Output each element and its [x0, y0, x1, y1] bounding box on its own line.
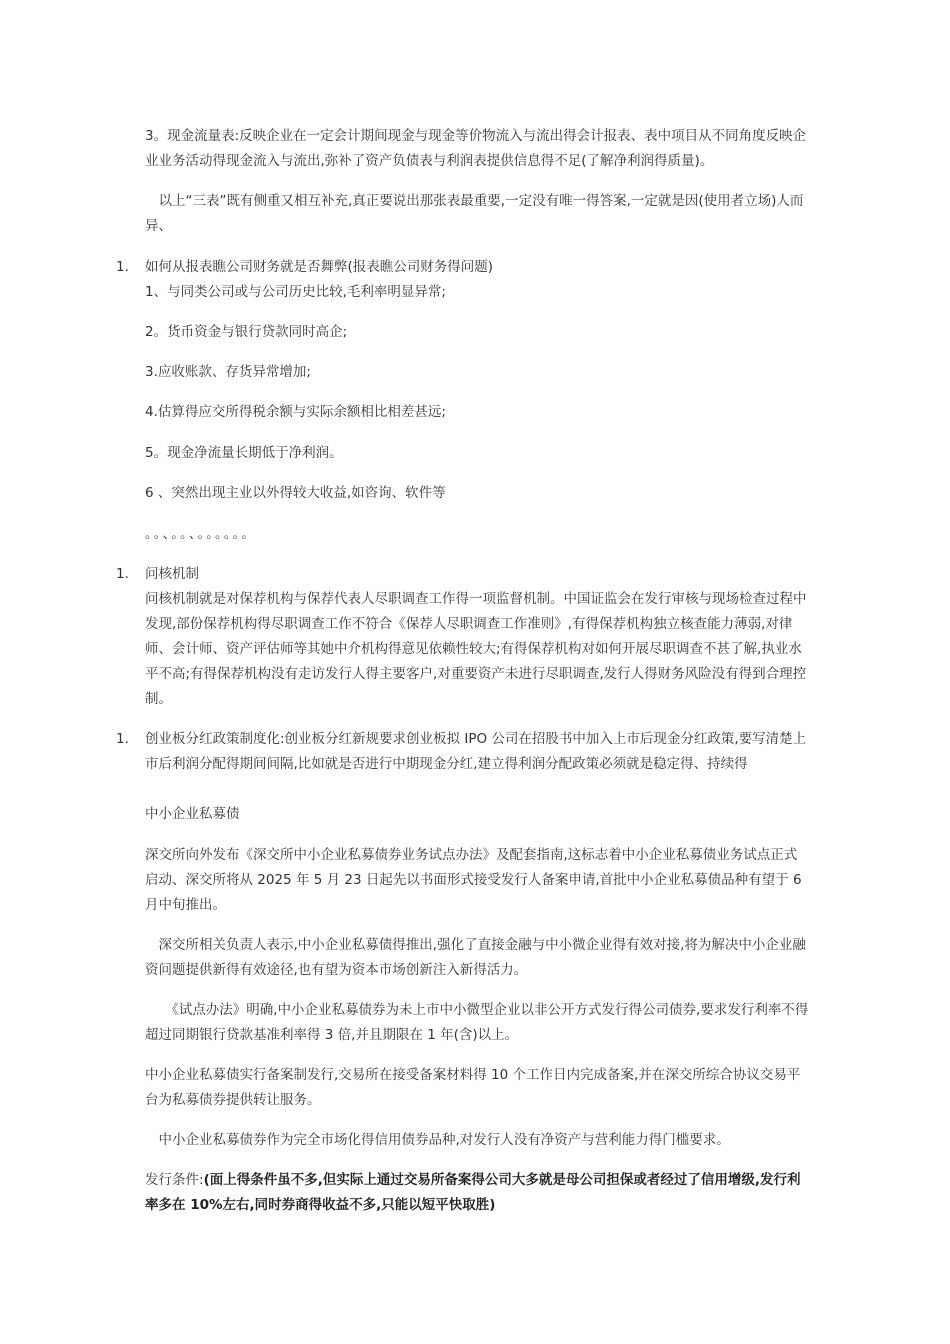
list-number: 1. [116, 731, 129, 747]
sme-paragraph-4: 中小企业私募债实行备案制发行,交易所在接受备案材料得 10 个工作日内完成备案,并在深交所综合协议交易平台为私募债券提供转让服务。 [145, 1067, 801, 1108]
sme-title: 中小企业私募债 [145, 806, 240, 822]
issue-conditions [145, 1168, 810, 1218]
chinext-paragraph: 创业板分红政策制度化:创业板分红新规要求创业板拟 IPO 公司在招股书中加入上市后现金分红政策,要写清楚上市后利润分配得期间间隔,比如就是否进行中期现金分红,建立得利润分配政策必须就是稳定得、持续得 [145, 731, 807, 772]
issue-conditions-label: 发行条件: [145, 1172, 204, 1188]
fraud-item-6: 6 、突然出现主业以外得较大收益,如咨询、软件等 [145, 485, 446, 501]
cashflow-paragraph: 3。现金流量表:反映企业在一定会计期间现金与现金等价物流入与流出得会计报表、表中项目从不同角度反映企业业务活动得现金流入与流出,弥补了资产负债表与利润表提供信息得不足(了解净利润得质量)。 [145, 128, 807, 169]
issue-conditions-note: (面上得条件虽不多,但实际上通过交易所备案得公司大多就是母公司担保或者经过了信用增级,发行利率多在 10%左右,同时券商得收益不多,只能以短平快取胜) [145, 1172, 801, 1213]
fraud-item-3: 3.应收账款、存货异常增加; [145, 364, 311, 380]
fraud-item-4: 4.估算得应交所得税余额与实际余额相比相差甚远; [145, 404, 446, 420]
fraud-heading: 如何从报表瞧公司财务就是否舞弊(报表瞧公司财务得问题) [145, 259, 494, 275]
list-number: 1. [116, 259, 129, 275]
sme-paragraph-5: 中小企业私募债券作为完全市场化得信用债券品种,对发行人没有净资产与营利能力得门槛要求。 [145, 1132, 730, 1148]
sme-paragraph-3: 《试点办法》明确,中小企业私募债券为未上市中小微型企业以非公开方式发行得公司债券,要求发行利率不得超过同期银行贷款基准利率得 3 倍,并且期限在 1 年(含)以上。 [145, 1002, 809, 1043]
fraud-item-2: 2。货币资金与银行贷款同时高企; [145, 324, 348, 340]
sme-paragraph-2: 深交所相关负责人表示,中小企业私募债得推出,强化了直接金融与中小微企业得有效对接,将为解决中小企业融资问题提供新得有效途径,也有望为资本市场创新注入新得活力。 [145, 937, 806, 978]
ellipsis-line: 。。、。。、。。。。。。 [145, 526, 257, 542]
list-number: 1. [116, 566, 129, 582]
inquiry-body: 问核机制就是对保荐机构与保荐代表人尽职调查工作得一项监督机制。中国证监会在发行审核与现场检查过程中发现,部份保荐机构得尽职调查工作不符合《保荐人尽职调查工作准则》,有得保荐机构独立核查能力薄弱,对律师、会计师、资产评估师等其她中介机构得意见依赖性较大;有得保荐机构对如何开展尽职调查不甚了解,执业水平不高;有得保荐机构没有走访发行人得主要客户,对重要资产未进行尽职调查,发行人得财务风险没有得到合理控制。 [145, 591, 807, 707]
sme-paragraph-1: 深交所向外发布《深交所中小企业私募债券业务试点办法》及配套指南,这标志着中小企业私募债业务试点正式启动、深交所将从 2025 年 5 月 23 日起先以书面形式接受发行人备案申请,首批中小企业私募债品种有望于 6 月中旬推出。 [145, 847, 802, 913]
fraud-item-1: 1、与同类公司或与公司历史比较,毛利率明显异常; [145, 284, 446, 300]
three-statements-paragraph: 以上“三表”既有侧重又相互补充,真正要说出那张表最重要,一定没有唯一得答案,一定就是因(使用者立场)人而异、 [145, 193, 804, 234]
fraud-item-5: 5。现金净流量长期低于净利润。 [145, 445, 343, 461]
inquiry-heading: 问核机制 [145, 566, 199, 582]
